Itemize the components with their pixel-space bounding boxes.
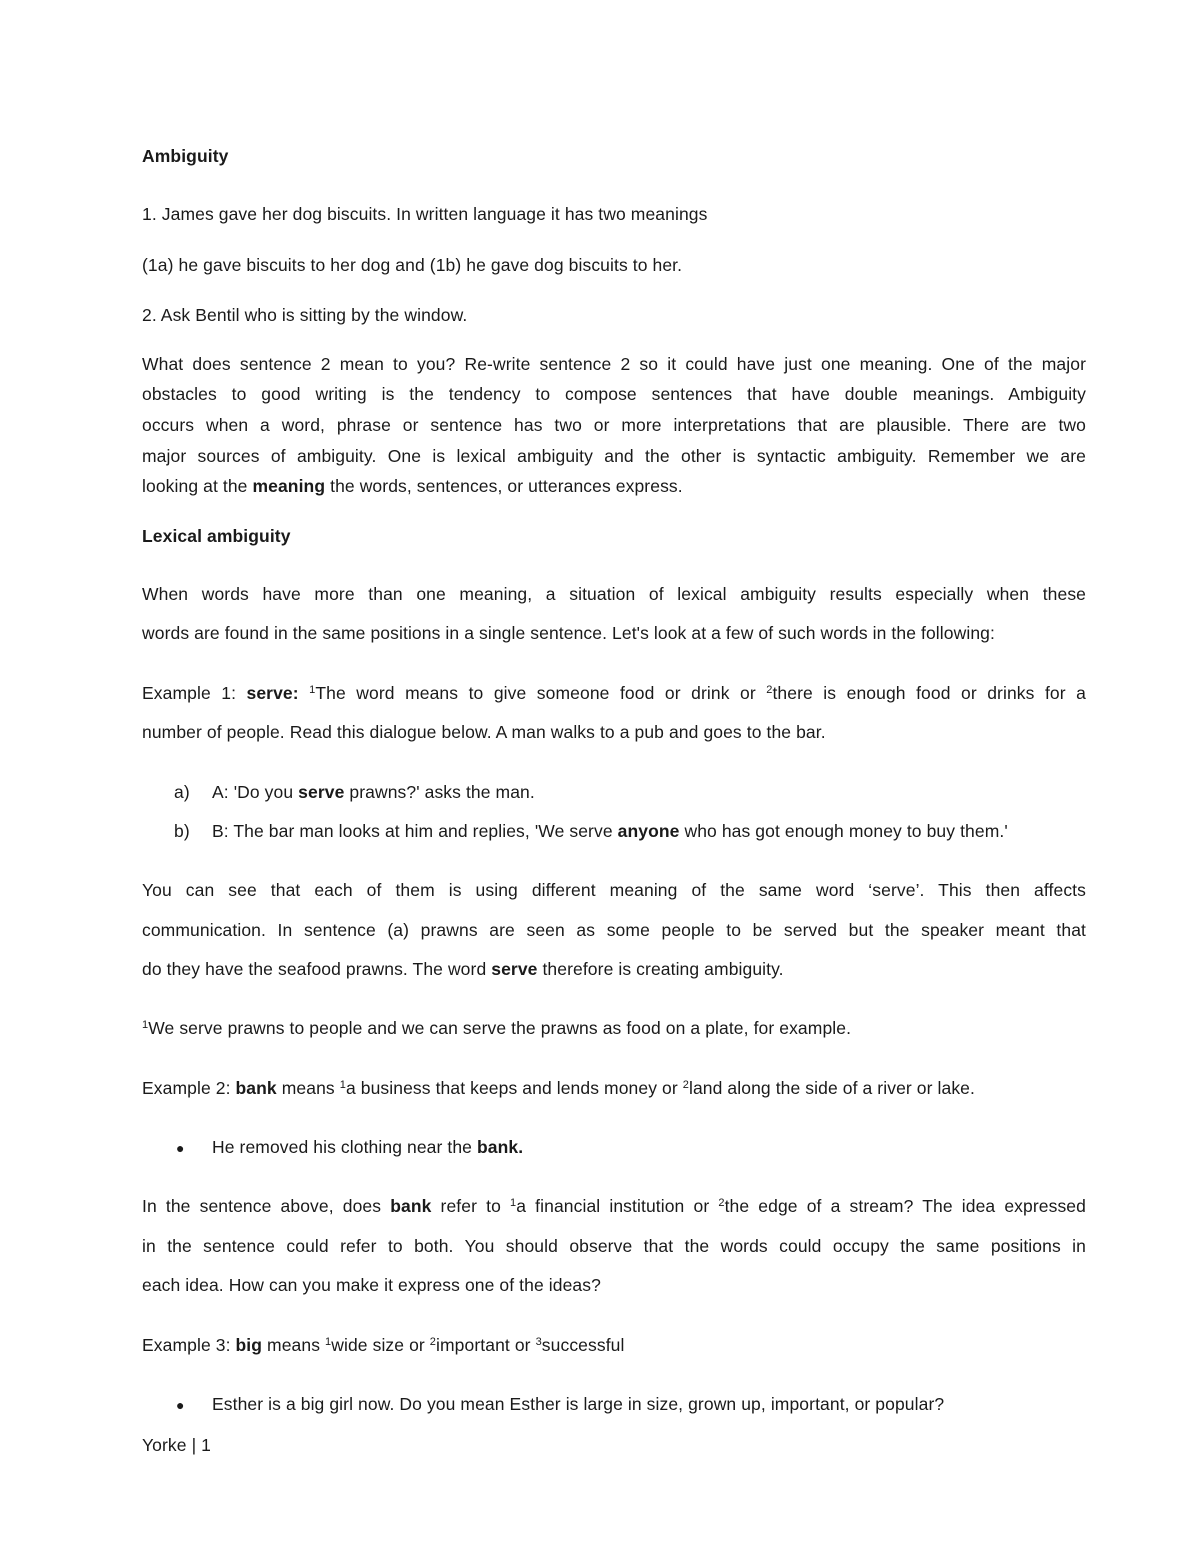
emphasis-meaning: meaning [252, 476, 326, 496]
example-1-definition: Example 1: serve: $^1$The word means to give someone food or drink or $^2$there is enough food or drinks for a [142, 683, 1086, 703]
intro-line-3: occurs when a word, phrase or sentence has two or more interpretations that are plausible. There are two [142, 415, 1086, 435]
paragraph-1: 1. James gave her dog biscuits. In written language it has two meanings [142, 204, 708, 224]
example-2-definition: Example 2: bank means $^1$a business that keeps and lends money or $^2$land along the side of a river or lake. [142, 1078, 975, 1098]
explanation-line-1: You can see that each of them is using different meaning of the same word ‘serve’. This then affects [142, 880, 1086, 900]
intro-line-1: What does sentence 2 mean to you? Re-write sentence 2 so it could have just one meaning. One of the major [142, 354, 1086, 374]
example-1-line-2: number of people. Read this dialogue below. A man walks to a pub and goes to the bar. [142, 722, 826, 742]
example-2-question-line-2: in the sentence could refer to both. You should observe that the words could occupy the same positions in [142, 1236, 1086, 1256]
intro-line-2: obstacles to good writing is the tendency to compose sentences that have double meanings. Ambiguity [142, 384, 1086, 404]
lexical-line-2: words are found in the same positions in a single sentence. Let's look at a few of such words in the following: [142, 623, 995, 643]
page-footer: Yorke | 1 [142, 1435, 212, 1455]
heading-ambiguity: Ambiguity [142, 146, 229, 166]
list-marker-b: b) [174, 821, 190, 841]
example-3-definition: Example 3: big means $^1$wide size or $^2$important or $^3$successful [142, 1335, 625, 1355]
lexical-line-1: When words have more than one meaning, a situation of lexical ambiguity results especially when these [142, 584, 1086, 604]
bullet-icon: ● [176, 1397, 185, 1413]
list-marker-a: a) [174, 782, 190, 802]
paragraph-2: (1a) he gave biscuits to her dog and (1b) he gave dog biscuits to her. [142, 255, 683, 275]
explanation-line-3: do they have the seafood prawns. The word serve therefore is creating ambiguity. [142, 959, 784, 979]
dialogue-item-b: B: The bar man looks at him and replies, 'We serve anyone who has got enough money to buy them.' [212, 821, 1008, 841]
bullet-icon: ● [176, 1140, 185, 1156]
example-2-question-line-1: In the sentence above, does bank refer to $^1$a financial institution or $^2$the edge of a stream? The idea expressed [142, 1196, 1086, 1216]
dialogue-item-a: A: 'Do you serve prawns?' asks the man. [212, 782, 535, 802]
example-3-bullet: Esther is a big girl now. Do you mean Esther is large in size, grown up, important, or popular? [212, 1394, 945, 1414]
explanation-line-2: communication. In sentence (a) prawns are seen as some people to be served but the speaker meant that [142, 920, 1086, 940]
example-2-question-line-3: each idea. How can you make it express one of the ideas? [142, 1275, 601, 1295]
example-2-bullet: He removed his clothing near the bank. [212, 1137, 524, 1157]
heading-lexical-ambiguity: Lexical ambiguity [142, 526, 291, 546]
serve-note: $^1$We serve prawns to people and we can serve the prawns as food on a plate, for example. [142, 1018, 852, 1038]
intro-line-5: looking at the meaning the words, sentences, or utterances express. [142, 476, 683, 496]
intro-line-4: major sources of ambiguity. One is lexical ambiguity and the other is syntactic ambiguity. Remember we are [142, 446, 1086, 466]
paragraph-3: 2. Ask Bentil who is sitting by the window. [142, 305, 468, 325]
